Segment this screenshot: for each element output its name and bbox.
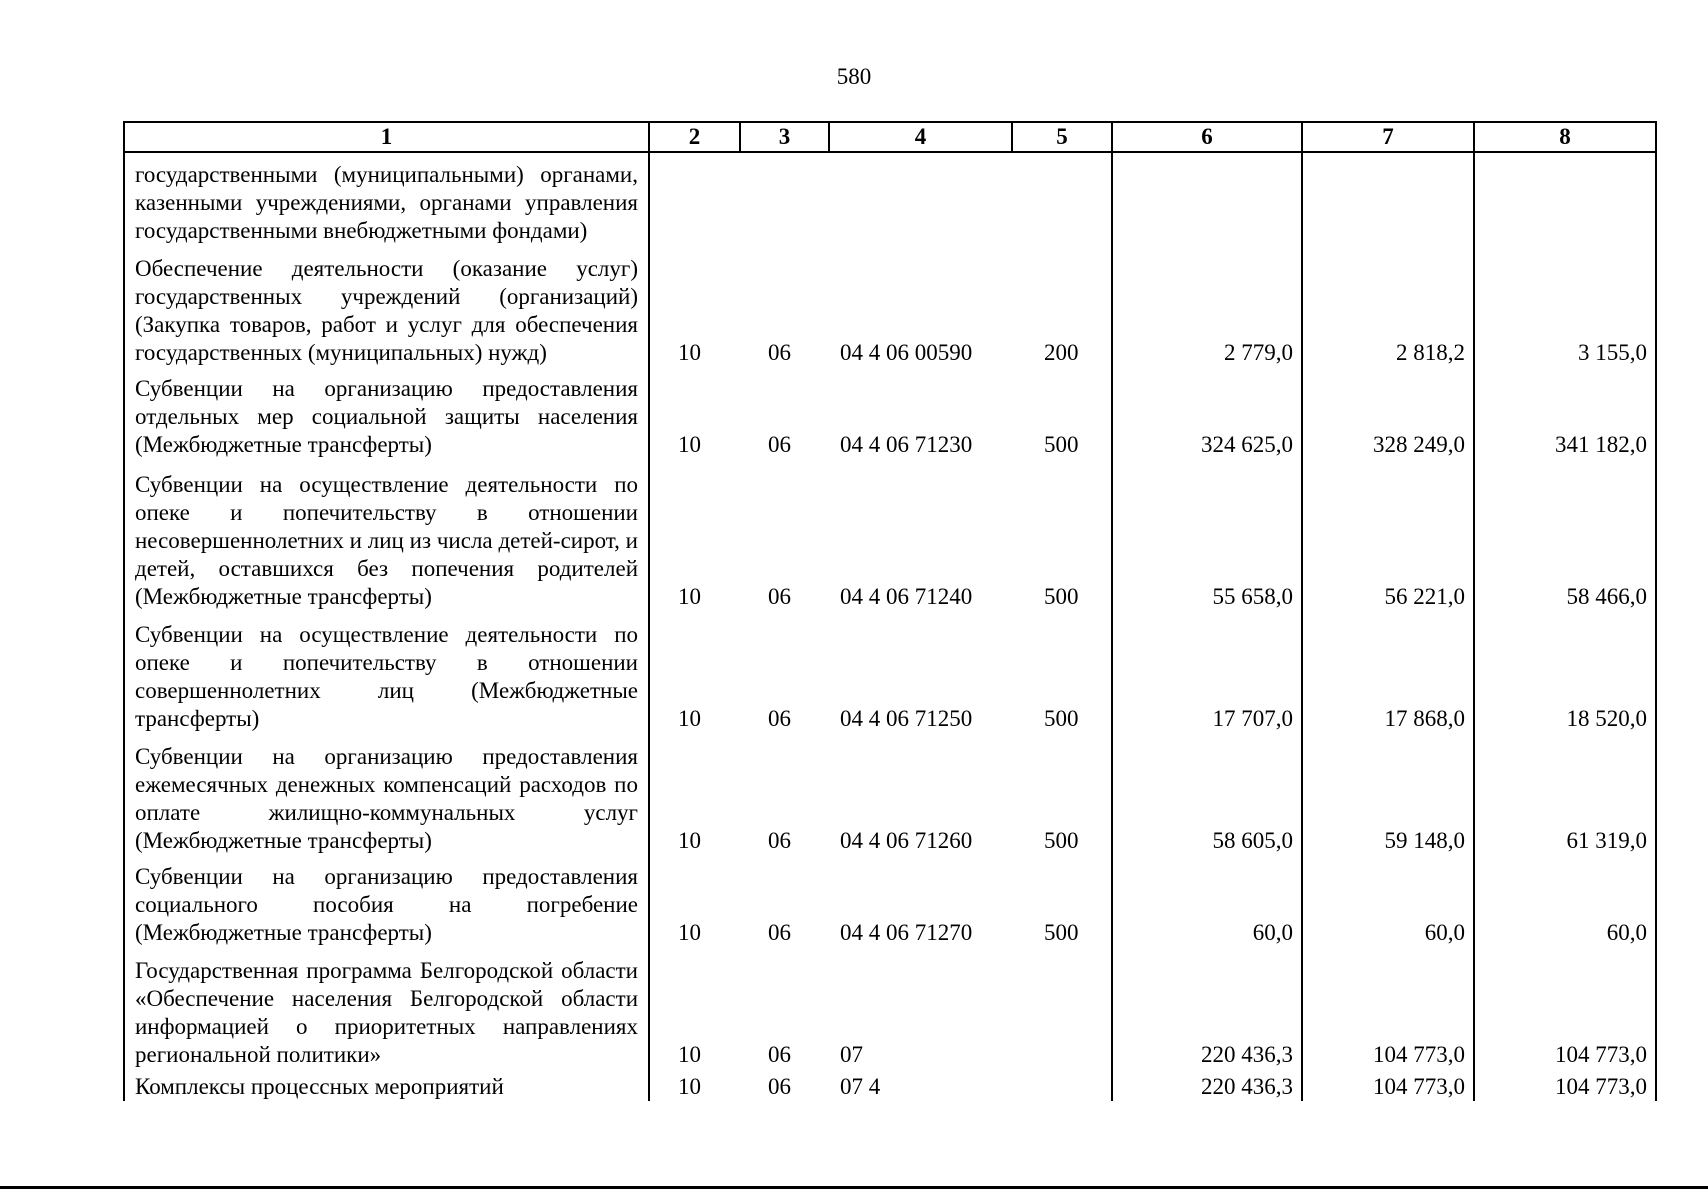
col-header-8: 8	[1474, 122, 1656, 152]
cell-col-7: 56 221,0	[1302, 459, 1474, 611]
cell-col-6: 17 707,0	[1112, 611, 1302, 733]
cell-col-4: 04 4 06 71270	[840, 919, 973, 945]
cell-col-4: 04 4 06 71230	[840, 432, 973, 458]
row-description: Обеспечение деятельности (оказание услуг) государственных учреждений (организаций) (Закупка товаров, работ и услуг для обеспечения государственных (муниципальных) нужд)	[124, 245, 649, 367]
cell-col-5: 500	[1012, 733, 1112, 855]
row-description: Государственная программа Белгородской области «Обеспечение населения Белгородской области информацией о приоритетных направлениях региональной политики»	[124, 947, 649, 1069]
cell-col-7	[1302, 152, 1474, 245]
cell-col-5	[1012, 1069, 1112, 1101]
cell-col-4: 04 4 06 71250	[840, 705, 973, 731]
scan-bottom-edge	[0, 1186, 1708, 1189]
row-description: Субвенции на осуществление деятельности по опеке и попечительству в отношении несовершеннолетних и лиц из числа детей-сирот, и детей, оставшихся без попечения родителей (Межбюджетные трансферты)	[124, 459, 649, 611]
cell-col-6: 2 779,0	[1112, 245, 1302, 367]
table-row	[124, 367, 1656, 459]
cell-col-5: 500	[1012, 367, 1112, 459]
col-header-3: 3	[740, 122, 829, 152]
cell-col-3: 06	[768, 705, 791, 731]
page-number: 580	[836, 64, 872, 89]
cell-col-3: 06	[768, 827, 791, 853]
budget-table	[123, 121, 1657, 1101]
table-row	[124, 1069, 1656, 1101]
cell-col-6: 220 436,3	[1112, 1069, 1302, 1101]
col-header-5: 5	[1012, 122, 1112, 152]
row-description: Субвенции на организацию предоставления отдельных мер социальной защиты населения (Межбюджетные трансферты)	[124, 367, 649, 459]
cell-col-3: 06	[768, 583, 791, 609]
cell-col-3: 06	[768, 340, 791, 366]
cell-col-2: 10	[649, 611, 740, 733]
table-row	[124, 733, 1656, 855]
cell-col-2: 10	[649, 367, 740, 459]
cell-col-6: 58 605,0	[1112, 733, 1302, 855]
cell-col-8: 3 155,0	[1474, 245, 1656, 367]
cell-col-5	[1012, 947, 1112, 1069]
cell-col-5	[1012, 152, 1112, 245]
cell-col-4: 04 4 06 71240	[840, 583, 973, 609]
cell-col-8: 61 319,0	[1474, 733, 1656, 855]
table-header-row	[124, 122, 1656, 152]
cell-col-7: 17 868,0	[1302, 611, 1474, 733]
cell-col-7: 328 249,0	[1302, 367, 1474, 459]
row-description: Субвенции на организацию предоставления ежемесячных денежных компенсаций расходов по оплате жилищно-коммунальных услуг (Межбюджетные трансферты)	[124, 733, 649, 855]
cell-col-6	[1112, 152, 1302, 245]
row-description: Субвенции на осуществление деятельности по опеке и попечительству в отношении совершеннолетних лиц (Межбюджетные трансферты)	[124, 611, 649, 733]
cell-col-3: 06	[768, 1074, 791, 1099]
cell-col-6: 60,0	[1112, 855, 1302, 947]
cell-col-8: 58 466,0	[1474, 459, 1656, 611]
cell-col-2: 10	[649, 947, 740, 1069]
table-row	[124, 152, 1656, 245]
col-header-2: 2	[649, 122, 740, 152]
cell-col-8: 104 773,0	[1474, 947, 1656, 1069]
cell-col-8	[1474, 152, 1656, 245]
cell-col-4	[829, 152, 1012, 245]
table-row	[124, 855, 1656, 947]
table-row	[124, 459, 1656, 611]
row-description: Комплексы процессных мероприятий	[124, 1069, 649, 1101]
cell-col-7: 104 773,0	[1302, 947, 1474, 1069]
table-row	[124, 245, 1656, 367]
col-header-1: 1	[124, 122, 649, 152]
row-description: Субвенции на организацию предоставления социального пособия на погребение (Межбюджетные трансферты)	[124, 855, 649, 947]
cell-col-2: 10	[649, 733, 740, 855]
cell-col-5: 500	[1012, 459, 1112, 611]
col-header-4: 4	[829, 122, 1012, 152]
cell-col-3: 06	[768, 919, 791, 945]
cell-col-3: 06	[768, 1041, 791, 1067]
cell-col-7: 104 773,0	[1302, 1069, 1474, 1101]
col-header-7: 7	[1302, 122, 1474, 152]
cell-col-8: 18 520,0	[1474, 611, 1656, 733]
cell-col-4: 07	[840, 1041, 863, 1067]
cell-col-2: 10	[649, 1069, 740, 1101]
cell-col-3	[740, 152, 829, 245]
col-header-6: 6	[1112, 122, 1302, 152]
cell-col-2	[649, 152, 740, 245]
cell-col-3: 06	[768, 432, 791, 458]
cell-col-4: 07 4	[840, 1074, 881, 1099]
cell-col-8: 104 773,0	[1474, 1069, 1656, 1101]
cell-col-7: 59 148,0	[1302, 733, 1474, 855]
cell-col-5: 500	[1012, 855, 1112, 947]
cell-col-5: 500	[1012, 611, 1112, 733]
cell-col-2: 10	[649, 855, 740, 947]
table-row	[124, 947, 1656, 1069]
cell-col-4: 04 4 06 00590	[840, 340, 973, 366]
cell-col-8: 60,0	[1474, 855, 1656, 947]
cell-col-7: 60,0	[1302, 855, 1474, 947]
cell-col-6: 220 436,3	[1112, 947, 1302, 1069]
cell-col-4: 04 4 06 71260	[840, 827, 973, 853]
table-row	[124, 611, 1656, 733]
cell-col-7: 2 818,2	[1302, 245, 1474, 367]
cell-col-6: 55 658,0	[1112, 459, 1302, 611]
row-description: государственными (муниципальными) органами, казенными учреждениями, органами управления государственными внебюджетными фондами)	[124, 152, 649, 245]
cell-col-2: 10	[649, 245, 740, 367]
cell-col-6: 324 625,0	[1112, 367, 1302, 459]
cell-col-5: 200	[1012, 245, 1112, 367]
cell-col-2: 10	[649, 459, 740, 611]
cell-col-8: 341 182,0	[1474, 367, 1656, 459]
